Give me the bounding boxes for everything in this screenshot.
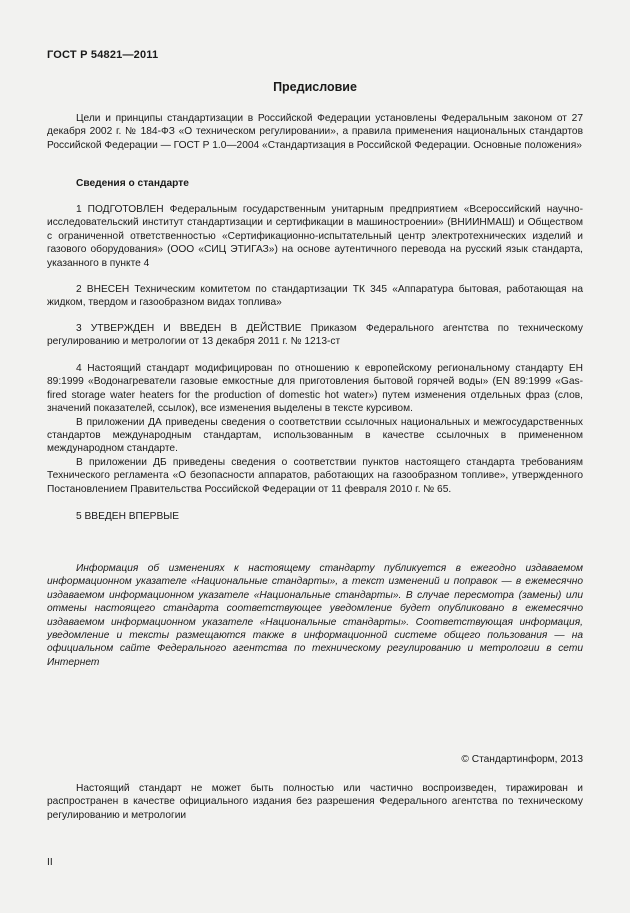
item-3: 3 УТВЕРЖДЕН И ВВЕДЕН В ДЕЙСТВИЕ Приказом Федерального агентства по техническому регулированию и метрологии от 13 декабря 2011 г. № 1213-ст — [47, 323, 583, 348]
document-code: ГОСТ Р 54821—2011 — [47, 49, 159, 61]
page-title: Предисловие — [273, 80, 357, 94]
item-1: 1 ПОДГОТОВЛЕН Федеральным государственным унитарным предприятием «Всероссийский научно-исследовательский институт стандартизации и сертификации в машиностроении» (ВНИИНМАШ) и Обществом с ограниченной ответственностью «Сертификационно-испытательный центр электротехнических изделий и газового оборудования» (ООО «СИЦ ЭТИГАЗ») на основе аутентичного перевода на русский язык стандарта, указанного в пункте 4 — [47, 204, 583, 269]
item-2: 2 ВНЕСЕН Техническим комитетом по стандартизации ТК 345 «Аппаратура бытовая, работающая на жидком, твердом и газообразном видах топлива» — [47, 284, 583, 309]
item-4: 4 Настоящий стандарт модифицирован по отношению к европейскому региональному стандарту ЕН 89:1999 «Водонагреватели газовые емкостные для приготовления бытовой горячей воды» (EN 89:1999 «Gas-fired storage water heaters for the production of domestic hot water») путем изменения отдельных фраз (слов, значений показателей, ссылок), все изменения выделены в тексте курсивом. В приложении ДА приведены сведения о соответствии ссылочных национальных и межгосударственных стандартов международным стандартам, использованным в качестве ссылочных в примененном международном стандарте. В приложении ДБ приведены сведения о соответствии пунктов настоящего стандарта требованиям Технического регламента «О безопасности аппаратов, работающих на газообразном топливе», утвержденного Постановлением Правительства Российской Федерации от 11 февраля 2010 г. № 65. — [47, 363, 583, 495]
section-heading: Сведения о стандарте — [76, 178, 189, 189]
intro-paragraph: Цели и принципы стандартизации в Российской Федерации установлены Федеральным законом от 27 декабря 2002 г. № 184-ФЗ «О техническом регулировании», а правила применения национальных стандартов Российской Федерации — ГОСТ Р 1.0—2004 «Стандартизация в Российской Федерации. Основные положения» — [47, 113, 583, 151]
item-5: 5 ВВЕДЕН ВПЕРВЫЕ — [76, 511, 180, 522]
page-number: II — [47, 857, 53, 868]
copyright: © Стандартинформ, 2013 — [461, 754, 583, 765]
notice-paragraph: Информация об изменениях к настоящему стандарту публикуется в ежегодно издаваемом информационном указателе «Национальные стандарты», а текст изменений и поправок — в ежемесячно издаваемом информационном указателе «Национальные стандарты». В случае пересмотра (замены) или отмены настоящего стандарта соответствующее уведомление будет опубликовано в ежемесячно издаваемом информационном указателе «Национальные стандарты». Соответствующая информация, уведомление и тексты размещаются также в информационной системе общего пользования — на официальном сайте Федерального агентства по техническому регулированию и метрологии в сети Интернет — [47, 563, 583, 668]
rights-paragraph: Настоящий стандарт не может быть полностью или частично воспроизведен, тиражирован и распространен в качестве официального издания без разрешения Федерального агентства по техническому регулированию и метрологии — [47, 783, 583, 821]
